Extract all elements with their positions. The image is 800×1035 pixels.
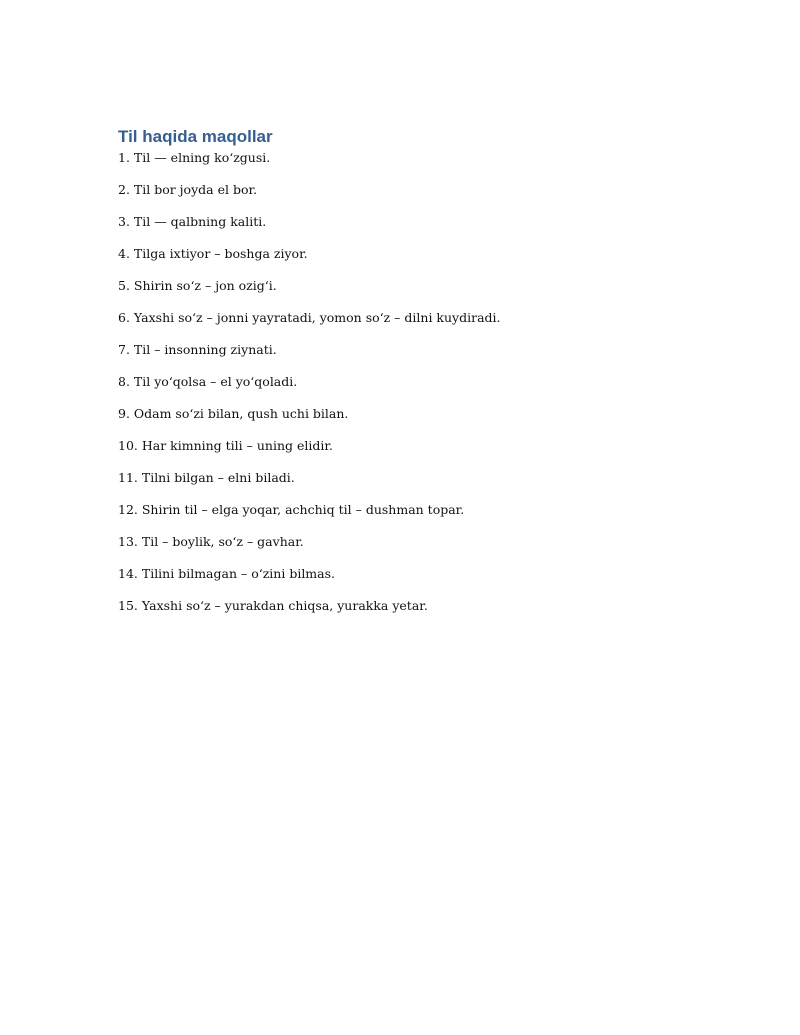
proverb-item: 10. Har kimning tili – uning elidir. bbox=[118, 438, 333, 453]
proverb-item: 4. Tilga ixtiyor – boshga ziyor. bbox=[118, 246, 308, 261]
proverb-list bbox=[118, 148, 718, 616]
proverb-item: 8. Til yo‘qolsa – el yo‘qoladi. bbox=[118, 374, 298, 389]
proverb-item: 5. Shirin so‘z – jon ozig‘i. bbox=[118, 278, 277, 293]
proverb-item: 6. Yaxshi so‘z – jonni yayratadi, yomon so‘z – dilni kuydiradi. bbox=[118, 310, 501, 325]
proverb-item: 3. Til — qalbning kaliti. bbox=[118, 214, 267, 229]
proverb-item: 9. Odam so‘zi bilan, qush uchi bilan. bbox=[118, 406, 349, 421]
proverb-item: 2. Til bor joyda el bor. bbox=[118, 182, 258, 197]
proverb-item: 1. Til — elning ko‘zgusi. bbox=[118, 150, 271, 165]
proverb-item: 14. Tilini bilmagan – o‘zini bilmas. bbox=[118, 566, 336, 581]
proverb-item: 11. Tilni bilgan – elni biladi. bbox=[118, 470, 295, 485]
proverb-item: 13. Til – boylik, so‘z – gavhar. bbox=[118, 534, 304, 549]
proverb-item: 15. Yaxshi so‘z – yurakdan chiqsa, yurakka yetar. bbox=[118, 598, 428, 613]
proverb-item: 12. Shirin til – elga yoqar, achchiq til – dushman topar. bbox=[118, 502, 465, 517]
proverb-item: 7. Til – insonning ziynati. bbox=[118, 342, 277, 357]
document-body bbox=[118, 126, 718, 628]
document-title: Til haqida maqollar bbox=[118, 127, 273, 146]
